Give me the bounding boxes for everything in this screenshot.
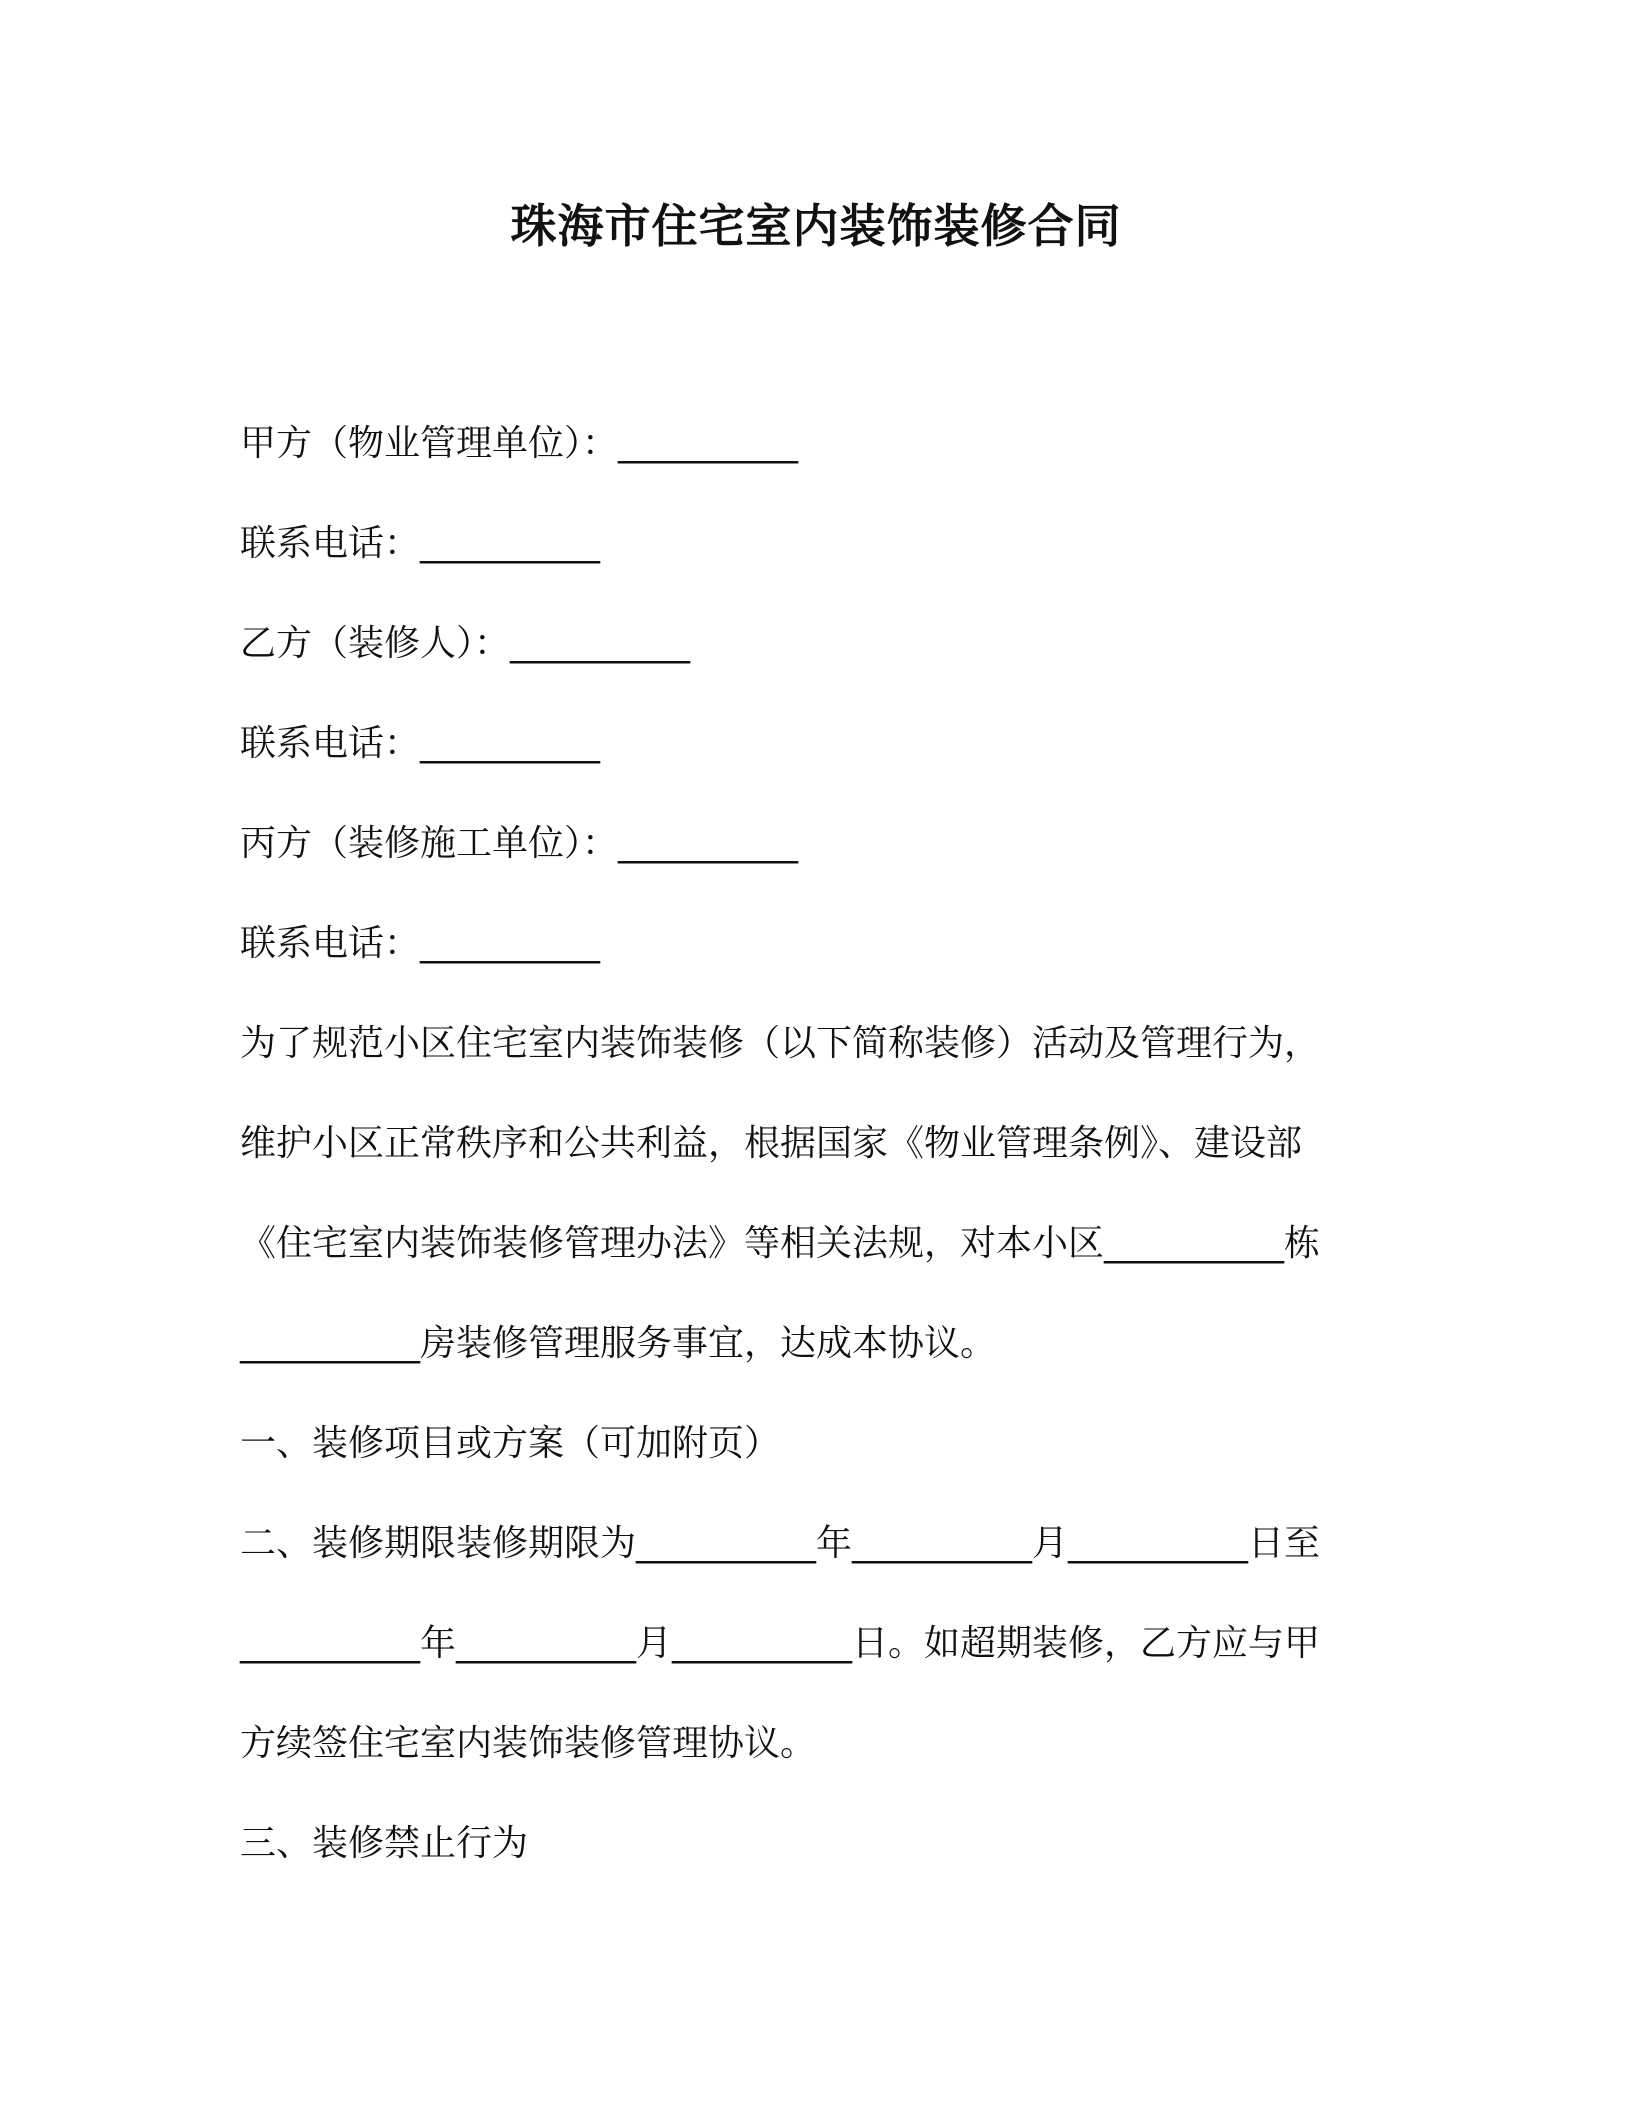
section-3-heading: 三、装修禁止行为 — [240, 1823, 529, 1864]
party-c-line: 丙方（装修施工单位）：__________ — [240, 823, 799, 864]
section-2-line-2: __________年__________月__________日。如超期装修，乙方应与甲 — [240, 1623, 1321, 1664]
section-2-line-3: 方续签住宅室内装饰装修管理协议。 — [240, 1723, 817, 1764]
section-2-line-1: 二、装修期限装修期限为__________年__________月__________日至 — [240, 1523, 1321, 1564]
section-1-heading: 一、装修项目或方案（可加附页） — [240, 1423, 781, 1464]
party-c-phone-line: 联系电话：__________ — [240, 923, 601, 964]
party-a-line: 甲方（物业管理单位）：__________ — [240, 423, 799, 464]
preamble-line-1: 为了规范小区住宅室内装饰装修（以下简称装修）活动及管理行为， — [240, 1023, 1321, 1064]
party-a-phone-line: 联系电话：__________ — [240, 523, 601, 564]
preamble-line-2: 维护小区正常秩序和公共利益，根据国家《物业管理条例》、建设部 — [240, 1123, 1303, 1164]
document-title: 珠海市住宅室内装饰装修合同 — [510, 199, 1122, 253]
party-b-phone-line: 联系电话：__________ — [240, 723, 601, 764]
preamble-line-4: __________房装修管理服务事宜，达成本协议。 — [240, 1323, 997, 1364]
party-b-line: 乙方（装修人）：__________ — [240, 623, 691, 664]
preamble-line-3: 《住宅室内装饰装修管理办法》等相关法规，对本小区__________栋 — [240, 1223, 1321, 1264]
